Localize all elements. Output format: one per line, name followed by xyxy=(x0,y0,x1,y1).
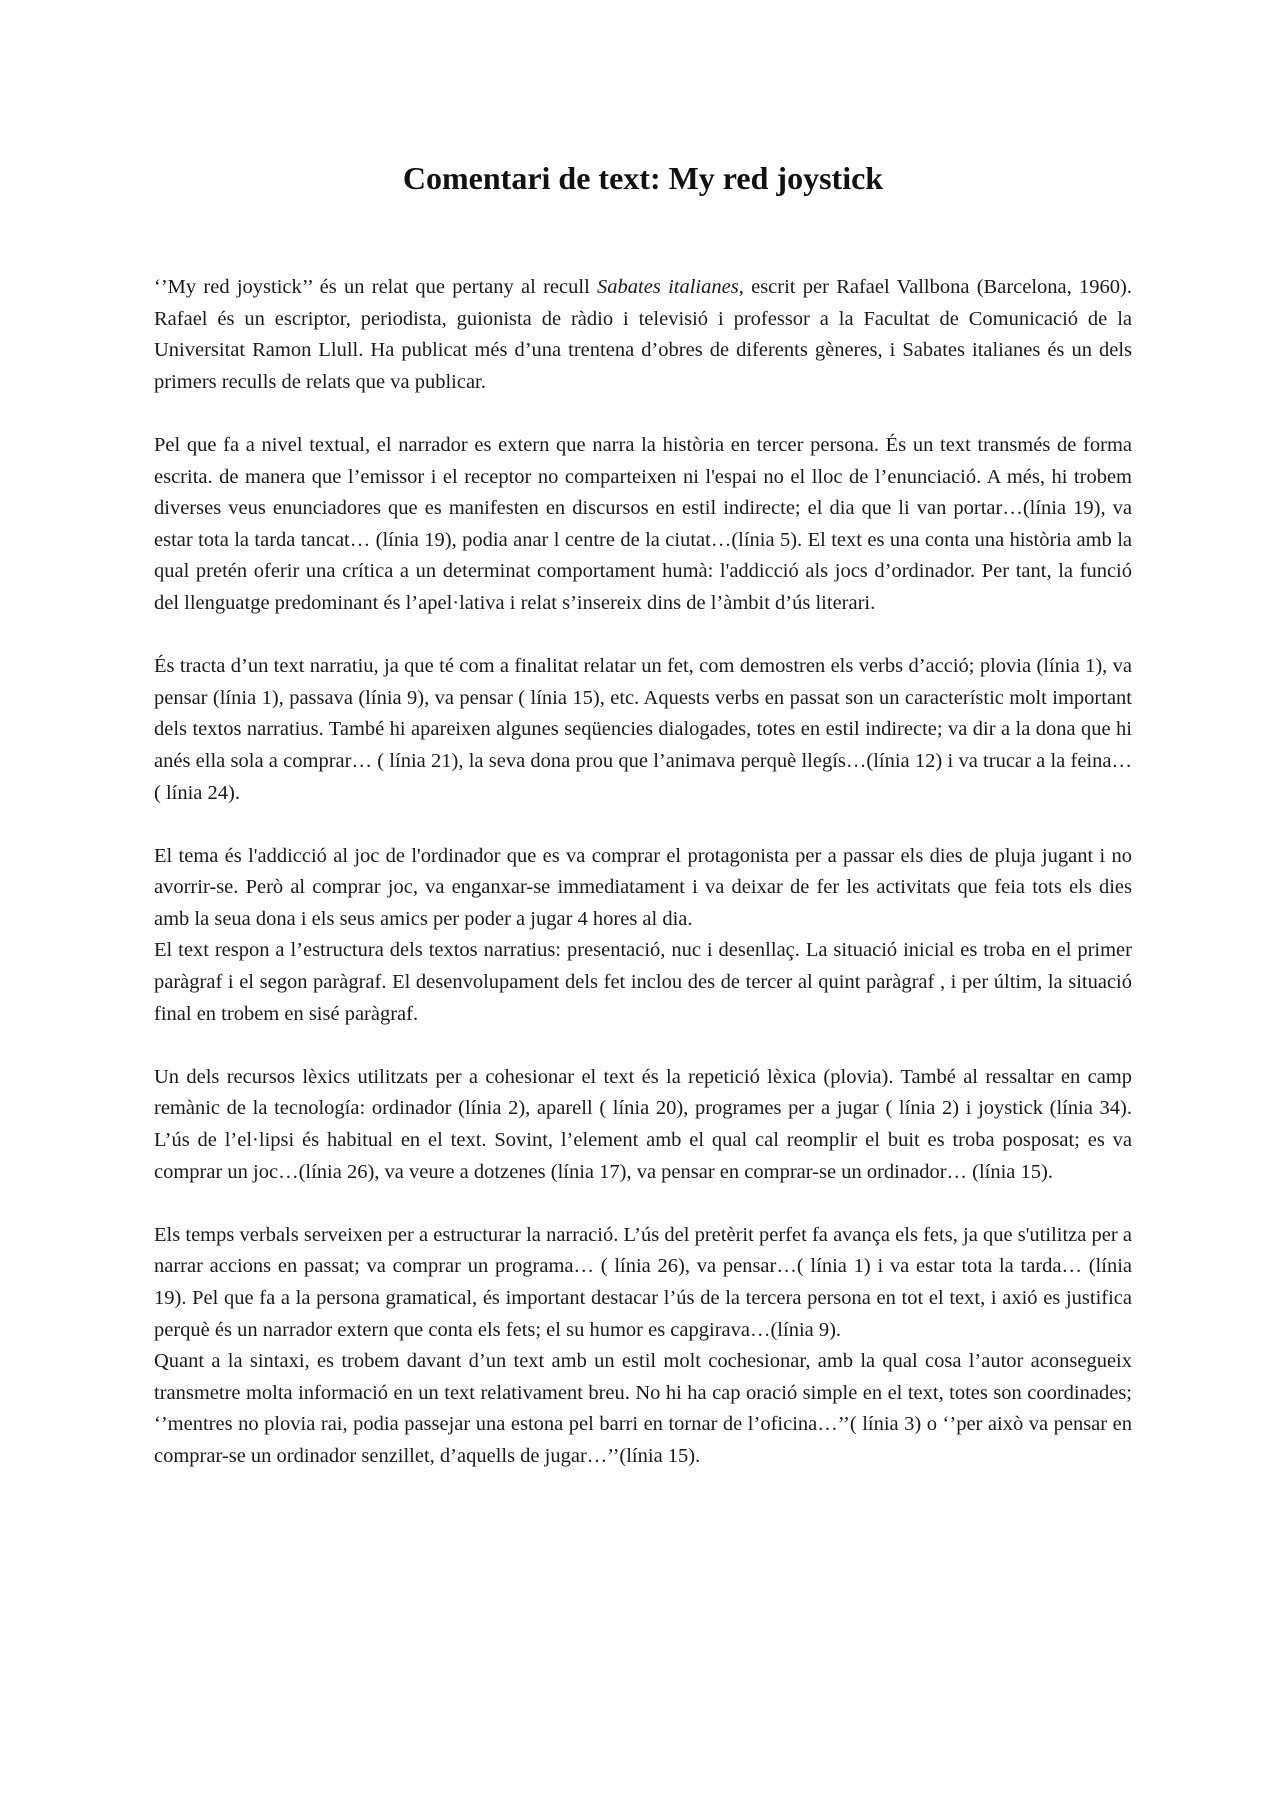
paragraph-structure: El text respon a l’estructura dels textos narratius: presentació, nuc i desenllaç. La situació inicial es troba en el primer paràgraf i el segon paràgraf. El desenvolupament dels fet inclou des de tercer al quint paràgraf , i per últim, la situació final en trobem en sisé paràgraf. xyxy=(154,939,1132,1025)
paragraph-textual-level: Pel que fa a nivel textual, el narrador es extern que narra la història en tercer persona. És un text transmés de forma escrita. de manera que l’emissor i el receptor no comparteixen ni l'espai no el lloc de l’enunciació. A més, hi trobem diverses veus enunciadores que es manifesten en discursos en estil indirecte; el dia que li van portar…(línia 19), va estar tota la tarda tancat… (línia 19), podia anar l centre de la ciutat…(línia 5). El text es una conta una història amb la qual pretén oferir una crítica a un determinat comportament humà: l'addicció als jocs d’ordinador. Per tant, la funció del llenguatge predominant és l’apel·lativa i relat s’insereix dins de l’àmbit d’ús literari. xyxy=(154,433,1132,614)
paragraph-introduction xyxy=(154,272,1132,398)
paragraph-lexical-resources: Un dels recursos lèxics utilitzats per a cohesionar el text és la repetició lèxica (plovia). També al ressaltar en camp remànic de la tecnología: ordinador (línia 2), aparell ( línia 20), programes per a jugar ( línia 2) i joystick (línia 34). L’ús de l’el·lipsi és habitual en el text. Sovint, l’element amb el qual cal reomplir el buit es troba posposat; es va comprar un joc…(línia 26), va veure a dotzenes (línia 17), va pensar en comprar-se un ordinador… (línia 15). xyxy=(154,1065,1132,1183)
paragraph-narrative-text: És tracta d’un text narratiu, ja que té com a finalitat relatar un fet, com demostren els verbs d’acció; plovia (línia 1), va pensar (línia 1), passava (línia 9), va pensar ( línia 15), etc. Aquests verbs en passat son un característic molt important dels textos narratius. També hi apareixen algunes seqüencies dialogades, totes en estil indirecte; va dir a la dona que hi anés ella sola a comprar… ( línia 21), la seva dona prou que l’animava perquè llegís…(línia 12) i va trucar a la feina… ( línia 24). xyxy=(154,655,1132,804)
document-title: Comentari de text: My red joystick xyxy=(402,160,884,196)
paragraph-introduction-text-end: , escrit per Rafael Vallbona (Barcelona, 1960). Rafael és un escriptor, periodista, guionista de ràdio i televisió i professor a la Facultat de Comunicació de la Universitat Ramon Llull. Ha publicat més d’una trentena d’obres de diferents gèneres, i Sabates italianes és un dels primers reculls de relats que va publicar. xyxy=(154,276,1132,393)
paragraph-syntax: Quant a la sintaxi, es trobem davant d’un text amb un estil molt cochesionar, amb la qual cosa l’autor aconsegueix transmetre molta informació en un text relativament breu. No hi ha cap oració simple en el text, totes son coordinades; ‘’mentres no plovia rai, podia passejar una estona pel barri en tornar de l’oficina…’’( línia 3) o ‘’per això va pensar en comprar-se un ordinador senzillet, d’aquells de jugar…’’(línia 15). xyxy=(154,1350,1132,1467)
document-page xyxy=(154,150,1132,1473)
book-title-italic: Sabates italianes xyxy=(597,276,739,298)
paragraph-verb-tenses: Els temps verbals serveixen per a estructurar la narració. L’ús del pretèrit perfet fa avança els fets, ja que s'utilitza per a narrar accions en passat; va comprar un programa… ( línia 26), va pensar…( línia 1) i va estar tota la tarda… (línia 19). Pel que fa a la persona gramatical, és important destacar l’ús de la tercera persona en tot el text, i axió es justifica perquè és un narrador extern que conta els fets; el su humor es capgirava…(línia 9). xyxy=(154,1223,1132,1341)
paragraph-introduction-text-start: ‘’My red joystick’’ és un relat que pertany al recull xyxy=(154,276,598,298)
paragraph-theme: El tema és l'addicció al joc de l'ordinador que es va comprar el protagonista per a passar els dies de pluja jugant i no avorrir-se. Però al comprar joc, va enganxar-se immediatament i va deixar de fer les activitats que feia tots els dies amb la seua dona i els seus amics per poder a jugar 4 hores al dia. xyxy=(154,844,1132,930)
document-body xyxy=(154,272,1132,1473)
